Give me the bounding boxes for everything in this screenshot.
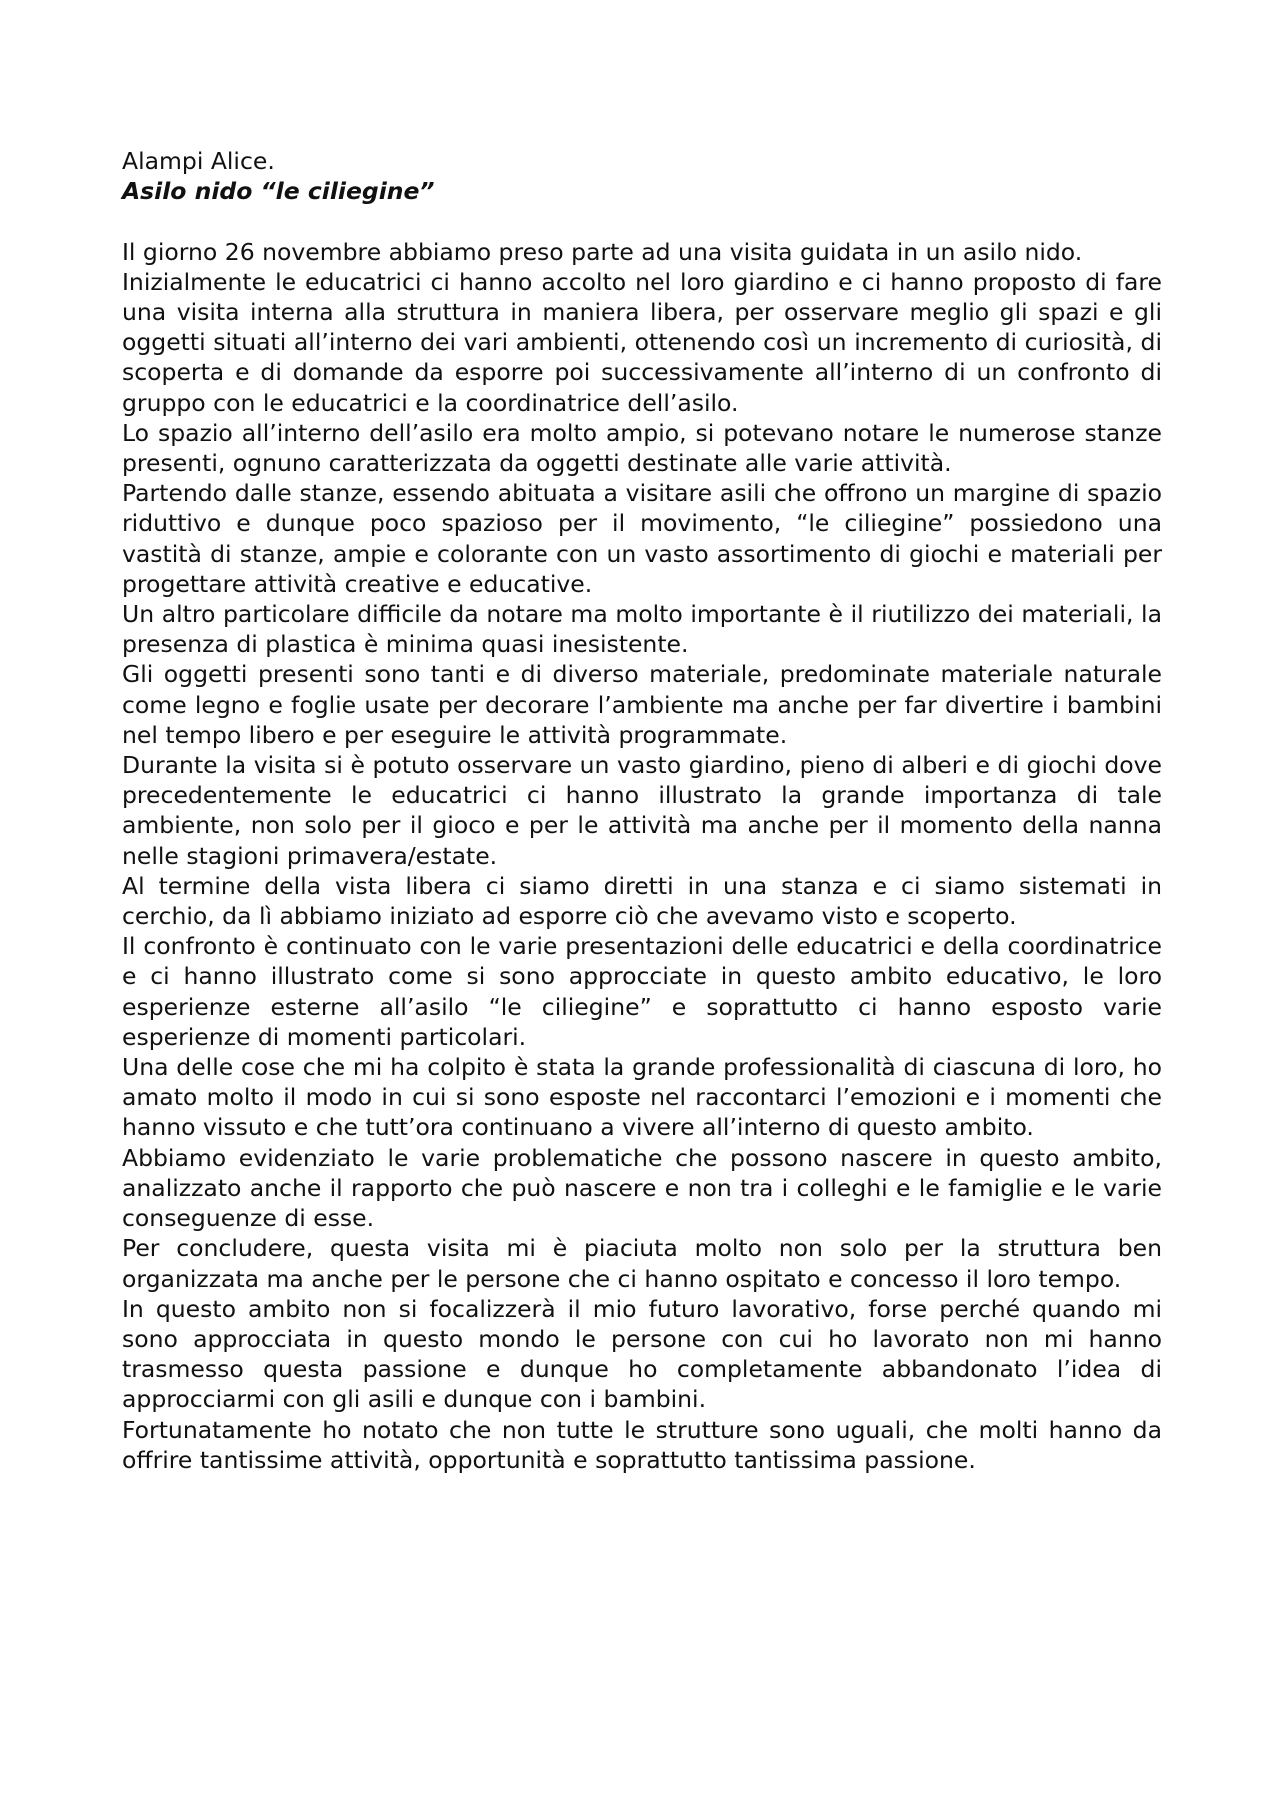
paragraph: Una delle cose che mi ha colpito è stata la grande professionalità di ciascuna di loro, ho amato molto il modo in cui si sono esposte nel raccontarci l’emozioni e i momenti che hanno vissuto e che tutt’ora continuano a vivere all’interno di questo ambito. — [122, 1053, 1162, 1142]
paragraph: Lo spazio all’interno dell’asilo era molto ampio, si potevano notare le numerose stanze presenti, ognuno caratterizzata da oggetti destinate alle varie attività. — [122, 418, 1162, 478]
paragraph: Al termine della vista libera ci siamo diretti in una stanza e ci siamo sistemati in cerchio, da lì abbiamo iniziato ad esporre ciò che avevamo visto e scoperto. — [122, 871, 1162, 931]
blank-line — [122, 206, 1162, 236]
paragraph: Abbiamo evidenziato le varie problematiche che possono nascere in questo ambito, analizzato anche il rapporto che può nascere e non tra i colleghi e le famiglie e le varie conseguenze di esse. — [122, 1143, 1162, 1233]
document-page — [122, 146, 1162, 1475]
paragraph: In questo ambito non si focalizzerà il mio futuro lavorativo, forse perché quando mi sono approcciata in questo mondo le persone con cui ho lavorato non mi hanno trasmesso questa passione e dunque ho completamente abbandonato l’idea di approcciarmi con gli asili e dunque con i bambini. — [122, 1294, 1162, 1414]
author-name: Alampi Alice. — [122, 147, 275, 175]
document-title: Asilo nido “le ciliegine” — [122, 177, 435, 206]
paragraph: Partendo dalle stanze, essendo abituata a visitare asili che offrono un margine di spazio riduttivo e dunque poco spazioso per il movimento, “le ciliegine” possiedono una vastità di stanze, ampie e colorante con un vasto assortimento di giochi e materiali per progettare attività creative e educative. — [122, 479, 1162, 598]
paragraph: Inizialmente le educatrici ci hanno accolto nel loro giardino e ci hanno proposto di fare una visita interna alla struttura in maniera libera, per osservare meglio gli spazi e gli oggetti situati all’interno dei vari ambienti, ottenendo così un incremento di curiosità, di scoperta e di domande da esporre poi successivamente all’interno di un confronto di gruppo con le educatrici e la coordinatrice dell’asilo. — [122, 267, 1162, 417]
paragraph: Il giorno 26 novembre abbiamo preso parte ad una visita guidata in un asilo nido. — [122, 237, 1083, 266]
paragraph: Un altro particolare difficile da notare ma molto importante è il riutilizzo dei materiali, la presenza di plastica è minima quasi inesistente. — [122, 600, 1162, 659]
paragraph: Gli oggetti presenti sono tanti e di diverso materiale, predominate materiale naturale come legno e foglie usate per decorare l’ambiente ma anche per far divertire i bambini nel tempo libero e per eseguire le attività programmate. — [122, 660, 1162, 749]
paragraph: Per concludere, questa visita mi è piaciuta molto non solo per la struttura ben organizzata ma anche per le persone che ci hanno ospitato e concesso il loro tempo. — [122, 1234, 1162, 1293]
paragraph: Fortunatamente ho notato che non tutte le strutture sono uguali, che molti hanno da offrire tantissime attività, opportunità e soprattutto tantissima passione. — [122, 1415, 1162, 1474]
paragraph: Il confronto è continuato con le varie presentazioni delle educatrici e della coordinatrice e ci hanno illustrato come si sono approcciate in questo ambito educativo, le loro esperienze esterne all’asilo “le ciliegine” e soprattutto ci hanno esposto varie esperienze di momenti particolari. — [122, 932, 1162, 1051]
document-body — [122, 237, 1162, 1475]
paragraph: Durante la visita si è potuto osservare un vasto giardino, pieno di alberi e di giochi dove precedentemente le educatrici ci hanno illustrato la grande importanza di tale ambiente, non solo per il gioco e per le attività ma anche per il momento della nanna nelle stagioni primavera/estate. — [122, 751, 1162, 870]
